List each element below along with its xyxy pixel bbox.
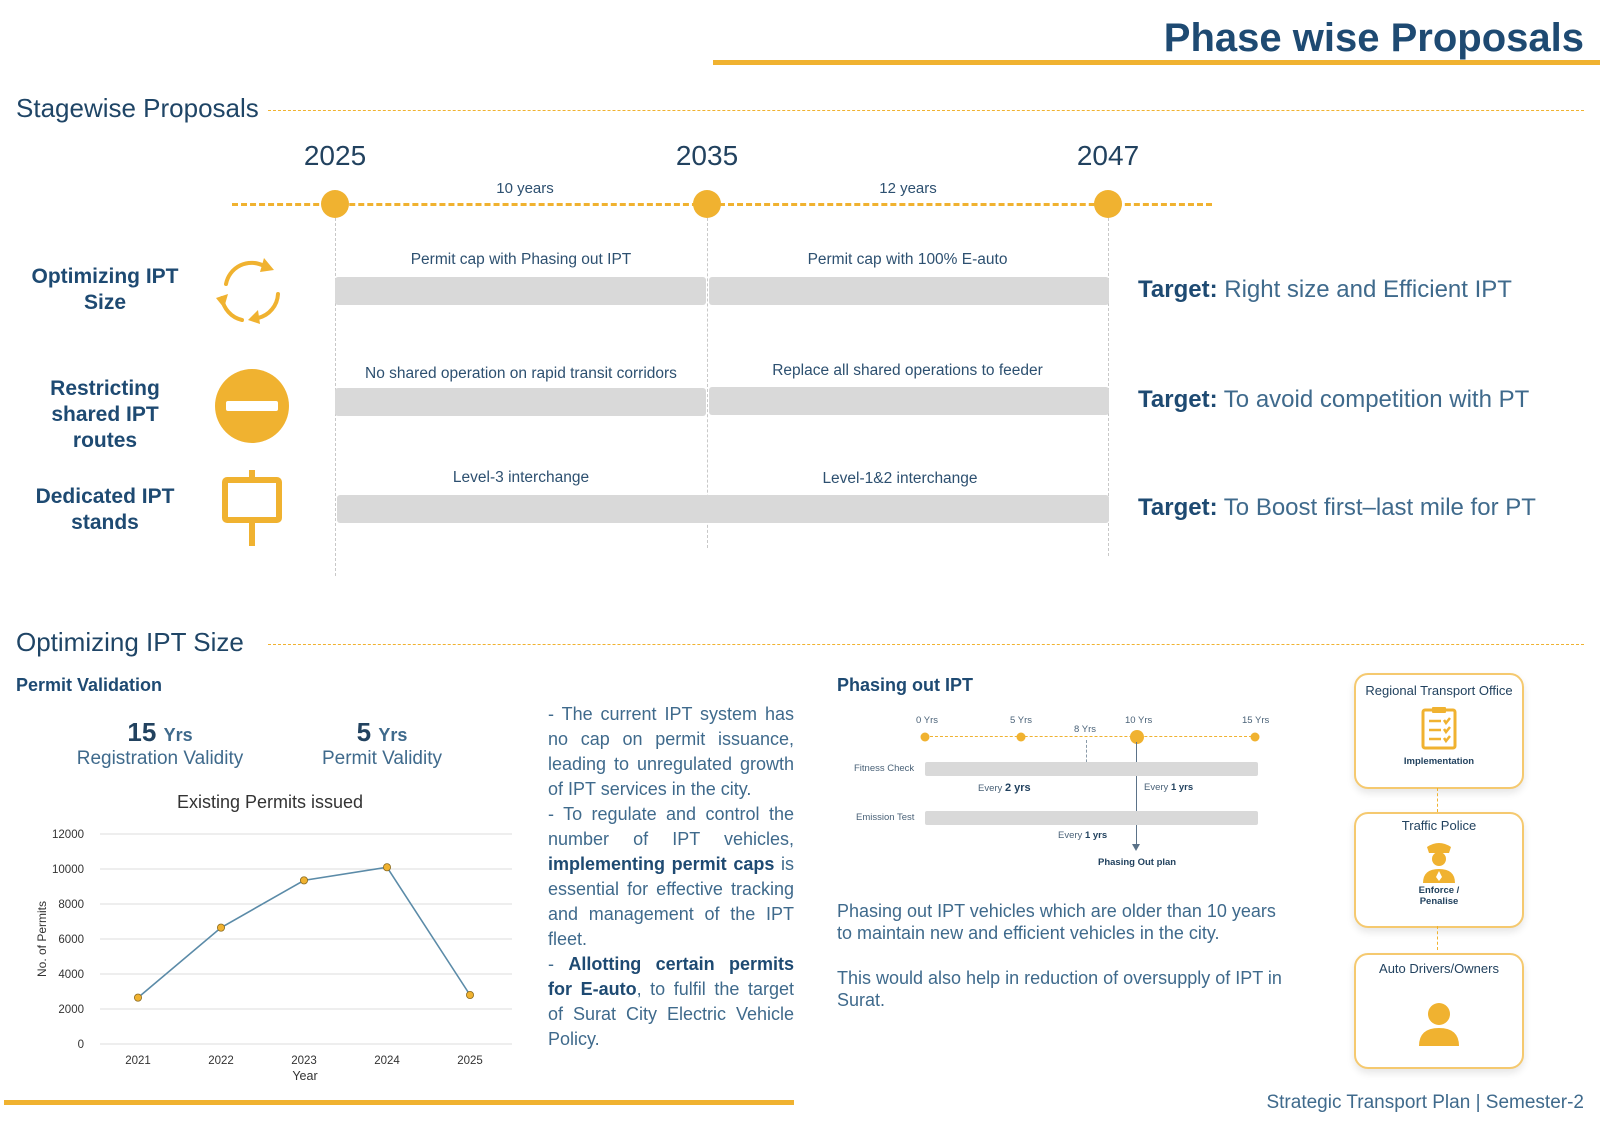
tick-label: 8 Yrs xyxy=(1074,724,1097,735)
box-caption: Implementation xyxy=(1403,756,1475,767)
target-text: Target: To avoid competition with PT xyxy=(1138,386,1530,413)
x-tick-label: 2024 xyxy=(374,1055,400,1067)
x-tick-label: 2023 xyxy=(291,1055,317,1067)
box-title: Auto Drivers/Owners xyxy=(1379,961,1499,976)
arrow-head xyxy=(1132,844,1140,851)
interval-label: Every 1 yrs xyxy=(1144,782,1194,793)
phase-out-arrow xyxy=(1136,742,1137,847)
phasing-heading: Phasing out IPT xyxy=(837,675,974,695)
tick-marker xyxy=(1130,730,1144,744)
row-label-optimizing: Optimizing IPT Size xyxy=(31,265,179,314)
no-entry-icon xyxy=(214,368,290,444)
row-label-restricting: Restricting shared IPT routes xyxy=(50,377,160,452)
stat-caption: Registration Validity xyxy=(76,748,244,769)
interval-label: Every 1 yrs xyxy=(1058,830,1108,841)
data-point xyxy=(466,991,473,998)
phasing-text: Phasing out IPT vehicles which are older than 10 years to maintain new and efficient vehicles in the city. xyxy=(837,901,1276,943)
phase-label: Replace all shared operations to feeder xyxy=(772,362,1043,379)
paragraph-line: - Allotting certain permits for E-auto, to fulfil the target of Surat City Electric Vehicle Policy. xyxy=(548,954,795,1049)
y-tick-label: 2000 xyxy=(58,1004,84,1016)
duration-label: 10 years xyxy=(496,180,554,197)
phase-bar xyxy=(709,277,1109,305)
phase-label: Permit cap with Phasing out IPT xyxy=(410,251,632,268)
recycle-arrows-icon xyxy=(212,254,288,330)
section-divider xyxy=(268,110,1584,111)
y-tick-label: 0 xyxy=(77,1039,84,1051)
tick-label: 0 Yrs xyxy=(916,715,939,726)
row-label: Emission Test xyxy=(856,812,915,823)
timeline-marker xyxy=(693,190,721,218)
phase-label: Level-3 interchange xyxy=(452,469,590,486)
target-text: Target: To Boost first–last mile for PT xyxy=(1138,494,1536,521)
y-tick-label: 10000 xyxy=(52,864,84,876)
x-tick-label: 2022 xyxy=(208,1055,234,1067)
box-caption: Enforce / Penalise xyxy=(1418,885,1460,907)
duration-label: 12 years xyxy=(879,180,937,197)
x-axis-label: Year xyxy=(292,1069,318,1083)
emission-bar xyxy=(925,811,1258,825)
year-2035: 2035 xyxy=(675,140,739,171)
footer-bar xyxy=(4,1100,794,1105)
paragraph-line: - The current IPT system has no cap on permit issuance, leading to unregulated growth of IPT services in the city. xyxy=(548,704,794,799)
box-title: Traffic Police xyxy=(1401,818,1477,833)
row-label: Fitness Check xyxy=(854,763,915,774)
phasing-axis xyxy=(925,736,1257,737)
phase-label: Permit cap with 100% E-auto xyxy=(807,251,1008,268)
phase-bar xyxy=(337,495,1109,523)
timeline-axis xyxy=(232,203,1212,206)
data-point xyxy=(134,994,141,1001)
data-point xyxy=(300,877,307,884)
year-2025: 2025 xyxy=(303,140,367,171)
paragraph-line: - To regulate and control the number of IPT vehicles, implementing permit caps is essential for effective tracking and management of the IPT fleet. xyxy=(548,804,794,949)
y-tick-label: 8000 xyxy=(58,899,84,911)
section-divider xyxy=(268,644,1584,645)
y-tick-label: 4000 xyxy=(58,969,84,981)
phase-bar xyxy=(709,387,1109,415)
tick-marker xyxy=(921,733,930,742)
stat-value: 15 Yrs xyxy=(127,717,193,747)
phase-bar xyxy=(335,388,706,416)
page-title: Phase wise Proposals xyxy=(1163,16,1584,60)
title-underline xyxy=(713,60,1600,65)
phasing-timeline xyxy=(840,710,1280,880)
flow-box-police xyxy=(1354,812,1524,928)
fitness-bar xyxy=(925,762,1258,776)
tick-label: 5 Yrs xyxy=(1010,715,1033,726)
stat-value: 5 Yrs xyxy=(356,717,408,747)
checklist-icon xyxy=(1421,706,1457,750)
permit-cap-paragraph xyxy=(548,702,794,1052)
y-tick-label: 12000 xyxy=(52,829,84,841)
person-icon xyxy=(1417,1002,1461,1046)
data-point xyxy=(383,864,390,871)
interval-label: Every 2 yrs xyxy=(978,782,1031,794)
row-label-dedicated: Dedicated IPT stands xyxy=(35,485,175,534)
optimizing-heading: Optimizing IPT Size xyxy=(16,627,244,657)
stagewise-heading: Stagewise Proposals xyxy=(16,93,259,123)
data-point xyxy=(217,924,224,931)
chart-title: Existing Permits issued xyxy=(176,792,364,812)
flow-box-drivers xyxy=(1354,953,1524,1069)
tick-label: 10 Yrs xyxy=(1125,715,1153,726)
phase-label: No shared operation on rapid transit corridors xyxy=(365,365,677,382)
x-tick-label: 2025 xyxy=(457,1055,483,1067)
tick-marker xyxy=(1017,733,1026,742)
series-line xyxy=(138,867,470,997)
stat-caption: Permit Validity xyxy=(321,748,442,769)
flow-connector xyxy=(1437,788,1438,812)
y-axis-label: No. of Permits xyxy=(35,900,49,978)
stat-registration xyxy=(60,717,260,770)
stat-permit xyxy=(282,717,482,770)
signboard-icon xyxy=(222,468,282,548)
tick-label: 15 Yrs xyxy=(1242,715,1270,726)
year-2047: 2047 xyxy=(1076,140,1140,171)
phase-bar xyxy=(335,277,706,305)
tick-marker xyxy=(1251,733,1260,742)
timeline-marker xyxy=(1094,190,1122,218)
footer-text: Strategic Transport Plan | Semester-2 xyxy=(1266,1092,1584,1113)
target-text: Target: Right size and Efficient IPT xyxy=(1138,276,1512,303)
flow-box-rto xyxy=(1354,673,1524,789)
phasing-text: This would also help in reduction of oversupply of IPT in Surat. xyxy=(837,968,1282,1010)
phase-label: Level-1&2 interchange xyxy=(822,470,978,487)
x-tick-label: 2021 xyxy=(125,1055,151,1067)
permits-line-chart xyxy=(20,790,520,1090)
police-officer-icon xyxy=(1419,839,1459,883)
timeline-marker xyxy=(321,190,349,218)
y-tick-label: 6000 xyxy=(58,934,84,946)
flow-connector xyxy=(1437,926,1438,950)
box-title: Regional Transport Office xyxy=(1365,683,1513,698)
phase-out-label: Phasing Out plan xyxy=(1098,857,1177,868)
permit-validation-heading: Permit Validation xyxy=(16,675,163,695)
